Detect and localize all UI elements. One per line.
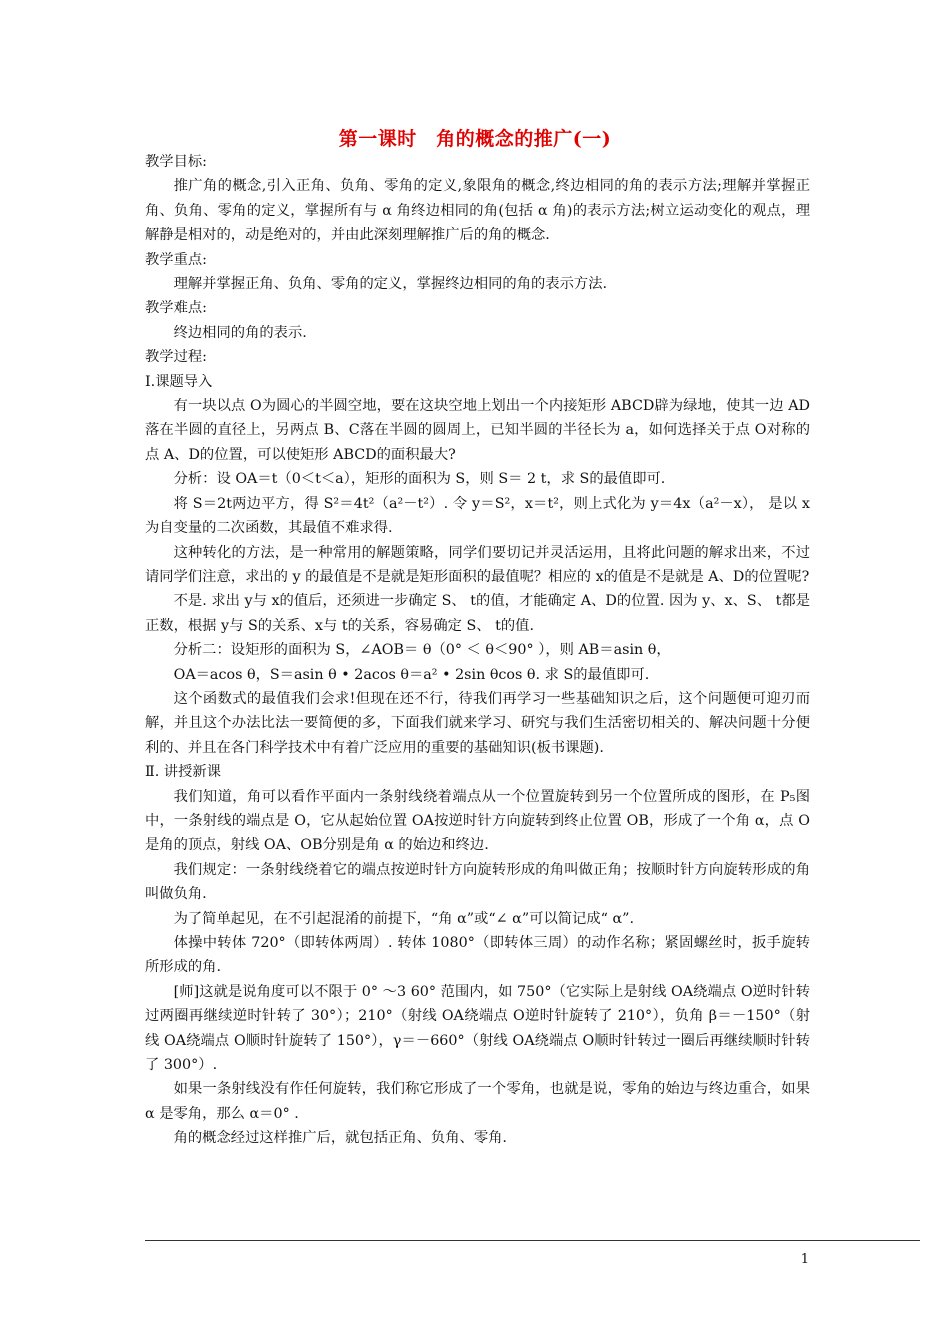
section-heading: 教学难点: [145, 300, 208, 317]
section-heading: Ⅰ.课题导入 [145, 373, 213, 390]
section-heading: 教学过程: [145, 349, 208, 366]
paragraph: 我们规定：一条射线绕着它的端点按逆时针方向旋转形成的角叫做正角；按顺时针方向旋转形成的角叫做负角. [145, 861, 810, 903]
footer-divider [145, 1240, 920, 1241]
lesson-content [145, 150, 810, 1151]
paragraph: [师]这就是说角度可以不限于 0° ～3 60° 范围内，如 750°（它实际上是射线 OA绕端点 O逆时针转过两圈再继续逆时针转了 30°）；210°（射线 OA绕端点 O逆时针旋转了 210°），负角 β＝－150°（射线 OA绕端点 O顺时针旋转了 150°），γ＝－660°（射线 OA绕端点 O顺时针转过一圈后再继续顺时针转了 300°）. [145, 983, 810, 1074]
paragraph: 理解并掌握正角、负角、零角的定义，掌握终边相同的角的表示方法. [173, 276, 608, 293]
paragraph: 有一块以点 O为圆心的半圆空地，要在这块空地上划出一个内接矩形 ABCD辟为绿地，使其一边 AD落在半圆的直径上，另两点 B、C落在半圆的圆周上，已知半圆的半径长为 a，如何选择关于点 O对称的点 A、D的位置，可以使矩形 ABCD的面积最大? [145, 398, 810, 463]
paragraph: 为了简单起见，在不引起混淆的前提下，“角 α”或“∠ α”可以简记成“ α”. [173, 910, 634, 927]
paragraph: 这种转化的方法，是一种常用的解题策略，同学们要切记并灵活运用，且将此问题的解求出来，不过请同学们注意，求出的 y 的最值是不是就是矩形面积的最值呢？相应的 x的值是不是就是 A、D的位置呢? [145, 544, 810, 585]
paragraph: 分析二：设矩形的面积为 S，∠AOB＝ θ（0° ＜ θ＜90° ），则 AB＝asin θ， [173, 642, 671, 659]
paragraph: 不是. 求出 y与 x的值后，还须进一步确定 S、 t的值，才能确定 A、D的位置. 因为 y、x、S、 t都是正数，根据 y与 S的关系、x与 t的关系，容易确定 S、 t的值. [145, 593, 810, 634]
paragraph: 分析：设 OA＝t（0＜t＜a），矩形的面积为 S，则 S＝ 2 t，求 S的最值即可. [173, 471, 666, 488]
paragraph: 终边相同的角的表示. [173, 324, 307, 341]
page-number: 1 [800, 1252, 809, 1267]
paragraph: 将 S＝2t两边平方，得 S²＝4t²（a²－t²）. 令 y＝S²，x＝t²，则上式化为 y＝4x（a²－x）， 是以 x为自变量的二次函数，其最值不难求得. [145, 495, 810, 537]
paragraph: 角的概念经过这样推广后，就包括正角、负角、零角. [173, 1130, 507, 1147]
paragraph: 推广角的概念,引入正角、负角、零角的定义,象限角的概念,终边相同的角的表示方法;理解并掌握正角、负角、零角的定义，掌握所有与 α 角终边相同的角(包括 α 角)的表示方法;树立运动变化的观点，理解静是相对的，动是绝对的，并由此深刻理解推广后的角的概念. [145, 178, 810, 244]
paragraph: 我们知道，角可以看作平面内一条射线绕着端点从一个位置旋转到另一个位置所成的图形，在 P₅图中，一条射线的端点是 O，它从起始位置 OA按逆时针方向旋转到终止位置 OB，形成了一个角 α，点 O是角的顶点，射线 OA、OB分别是角 α 的始边和终边. [145, 788, 810, 854]
paragraph: 如果一条射线没有作任何旋转，我们称它形成了一个零角，也就是说，零角的始边与终边重合，如果 α 是零角，那么 α＝0° . [145, 1081, 810, 1122]
lesson-title: 第一课时 角的概念的推广(一) [338, 128, 612, 150]
paragraph: OA＝acos θ，S＝asin θ • 2acos θ＝a² • 2sin θcos θ. 求 S的最值即可. [173, 666, 650, 683]
paragraph: 体操中转体 720°（即转体两周）. 转体 1080°（即转体三周）的动作名称；紧固螺丝时，扳手旋转所形成的角. [145, 935, 810, 976]
section-heading: 教学重点: [145, 251, 208, 268]
section-heading: 教学目标: [145, 154, 208, 170]
paragraph: 这个函数式的最值我们会求!但现在还不行，待我们再学习一些基础知识之后，这个问题便可迎刃而解，并且这个办法比法一要简便的多，下面我们就来学习、研究与我们生活密切相关的、解决问题十分便利的、并且在各门科学技术中有着广泛应用的重要的基础知识(板书课题). [145, 690, 810, 756]
section-heading: Ⅱ. 讲授新课 [145, 764, 221, 781]
